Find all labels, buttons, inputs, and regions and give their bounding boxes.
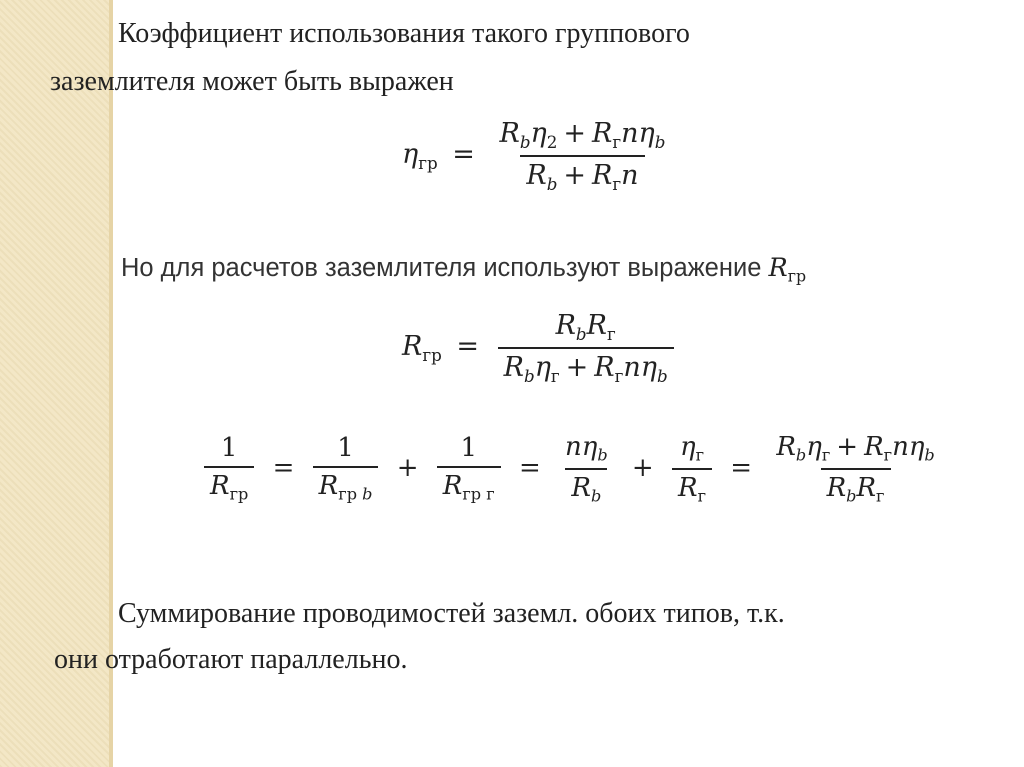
formula1-lhs: $\eta_{гр}$ <box>402 139 438 174</box>
paragraph-3-line-1: Суммирование проводимостей заземл. обоих типов, т.к. <box>118 598 785 629</box>
equals-sign: = <box>730 452 753 483</box>
formula2-denominator: $R_b\eta_г + R_гn\eta_b$ <box>498 347 674 386</box>
paragraph-1-line-2: заземлителя может быть выражен <box>50 66 454 97</box>
formula2-lhs: $R_{гр}$ <box>402 331 442 366</box>
paragraph-3-line-2: они отработают параллельно. <box>54 644 408 675</box>
formula3-frac-1: $\frac{1}{R_{гр}}$ <box>204 433 254 504</box>
plus-sign: + <box>396 452 419 483</box>
formula-r-group <box>402 310 678 386</box>
formula3-frac-4: $\frac{n\eta_b}{R_b}$ <box>565 432 608 506</box>
equals-sign: = <box>272 452 295 483</box>
formula1-numerator: $R_b\eta_2 + R_гn\eta_b$ <box>499 118 666 152</box>
equals-sign: = <box>456 331 480 363</box>
formula3-frac-3: $\frac{1}{R_{гр г}}$ <box>437 433 501 504</box>
formula-eta-group <box>402 118 675 194</box>
formula-conductance-sum <box>200 432 945 505</box>
formula3-frac-5: $\frac{\eta_г}{R_г}$ <box>672 432 712 505</box>
formula1-denominator: $R_b + R_гn$ <box>520 155 644 194</box>
equals-sign: = <box>452 139 475 171</box>
formula2-numerator: $R_bR_г$ <box>555 310 616 344</box>
formula2-fraction <box>498 310 674 386</box>
formula1-fraction <box>493 118 671 194</box>
equals-sign: = <box>518 452 541 483</box>
paragraph-2-symbol: $R_{гр}$ <box>768 253 807 286</box>
paragraph-2 <box>121 252 806 293</box>
paragraph-1-line-1: Коэффициент использования такого группового <box>118 18 690 49</box>
paragraph-2-text: Но для расчетов заземлителя используют выражение <box>121 254 762 282</box>
formula3-frac-6: $\frac{R_b\eta_г + R_гn\eta_b}{R_bR_г}$ <box>776 432 935 506</box>
formula3-frac-2: $\frac{1}{R_{гр b}}$ <box>313 433 379 504</box>
plus-sign: + <box>631 452 654 483</box>
